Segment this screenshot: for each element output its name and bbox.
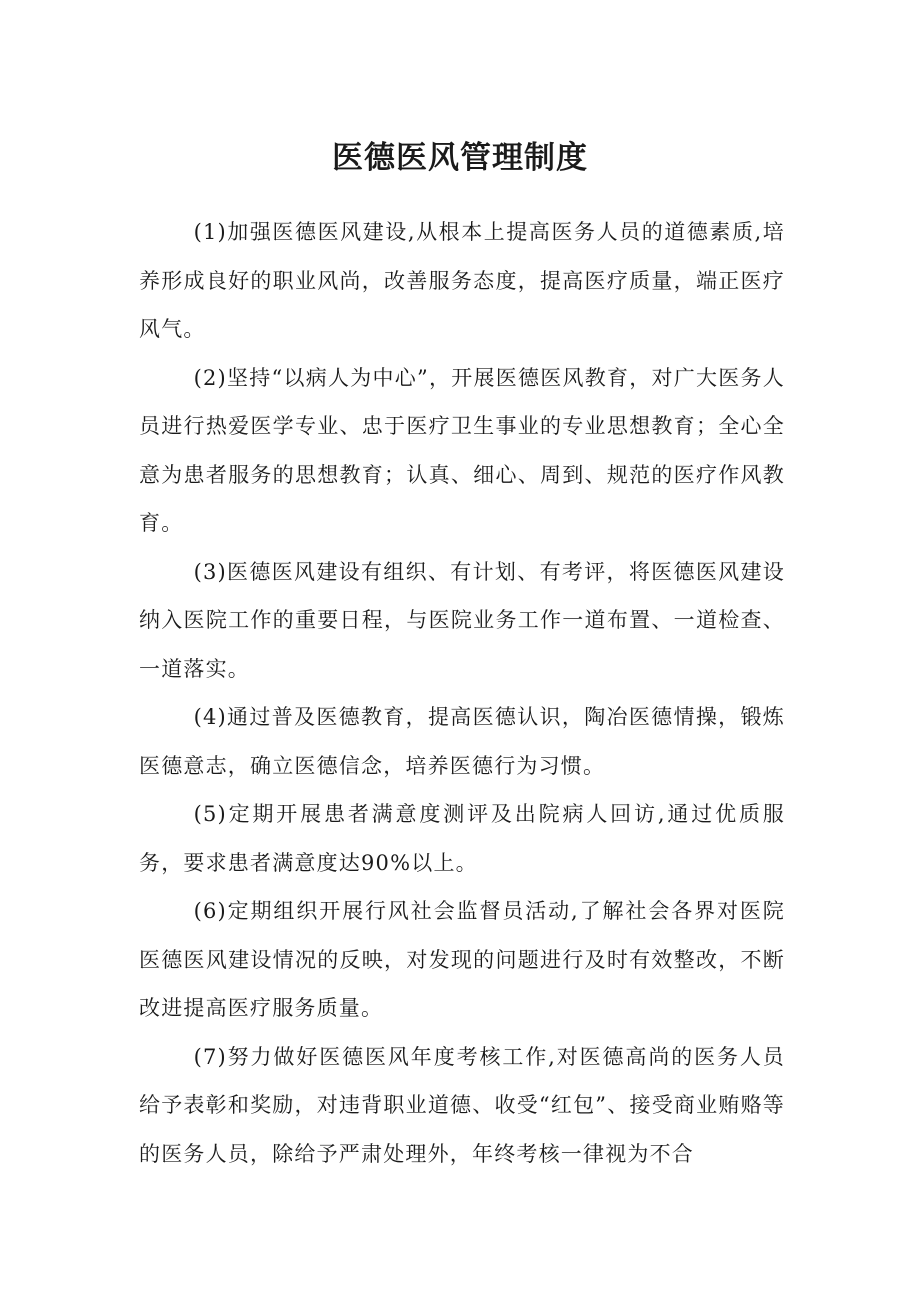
paragraph-2: (2)坚持“以病人为中心”，开展医德医风教育，对广大医务人员进行热爱医学专业、忠于医疗卫生事业的专业思想教育；全心全意为患者服务的思想教育；认真、细心、周到、规范的医疗作风教育。 bbox=[139, 365, 785, 535]
paragraph-6: (6)定期组织开展行风社会监督员活动,了解社会各界对医院医德医风建设情况的反映，对发现的问题进行及时有效整改，不断改进提高医疗服务质量。 bbox=[139, 899, 785, 1020]
paragraph-1: (1)加强医德医风建设,从根本上提高医务人员的道德素质,培养形成良好的职业风尚，改善服务态度，提高医疗质量，端正医疗风气。 bbox=[139, 220, 785, 341]
document-body bbox=[139, 208, 785, 1178]
document-title: 医德医风管理制度 bbox=[332, 140, 588, 176]
paragraph-3: (3)医德医风建设有组织、有计划、有考评，将医德医风建设纳入医院工作的重要日程，与医院业务工作一道布置、一道检查、一道落实。 bbox=[139, 559, 785, 681]
paragraph-4: (4)通过普及医德教育，提高医德认识，陶冶医德情操，锻炼医德意志，确立医德信念，培养医德行为习惯。 bbox=[139, 705, 785, 778]
paragraph-7: (7)努力做好医德医风年度考核工作,对医德高尚的医务人员给予表彰和奖励，对违背职业道德、收受“红包”、接受商业贿赂等的医务人员，除给予严肃处理外，年终考核一律视为不合 bbox=[139, 1044, 785, 1166]
paragraph-5: (5)定期开展患者满意度测评及出院病人回访,通过优质服务，要求患者满意度达90%以上。 bbox=[139, 802, 785, 875]
